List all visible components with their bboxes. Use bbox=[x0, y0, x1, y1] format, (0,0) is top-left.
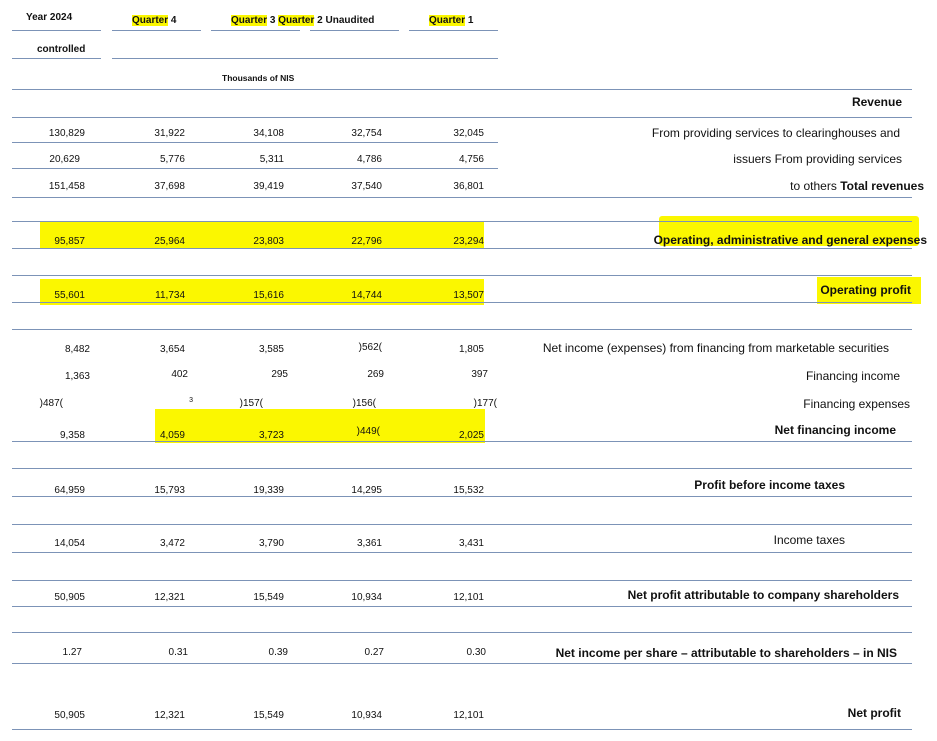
controlled-header: controlled bbox=[37, 44, 86, 55]
quarter4-header bbox=[132, 15, 176, 26]
cell-q1: 397 bbox=[471, 369, 488, 380]
cell-q3: 23,803 bbox=[253, 236, 284, 247]
row-label-revenue: Revenue bbox=[851, 95, 902, 109]
row-rule bbox=[12, 89, 912, 90]
cell-q3: 3,585 bbox=[258, 344, 284, 355]
header-rule bbox=[310, 30, 399, 31]
row-rule bbox=[12, 552, 912, 553]
row-label-total-revenues bbox=[790, 179, 924, 193]
row-label-financing-expenses: Financing expenses bbox=[803, 397, 910, 411]
cell-q4: 12,321 bbox=[154, 710, 185, 721]
cell-q2: 10,934 bbox=[351, 592, 382, 603]
row-rule bbox=[12, 729, 912, 730]
cell-q3: 0.39 bbox=[268, 647, 288, 658]
row-rule bbox=[12, 441, 912, 442]
row-label-financing-income: Financing income bbox=[805, 369, 900, 383]
row-rule bbox=[12, 580, 912, 581]
cell-q1: )177( bbox=[473, 398, 497, 409]
row-rule bbox=[12, 468, 912, 469]
cell-q3: 19,339 bbox=[253, 485, 284, 496]
row-label-to-others: to others bbox=[790, 179, 841, 193]
quarter4-number: 4 bbox=[168, 15, 177, 26]
cell-q3: 295 bbox=[271, 369, 288, 380]
cell-q2: )562( bbox=[358, 342, 382, 353]
cell-year: 130,829 bbox=[48, 128, 85, 139]
cell-q2: 14,744 bbox=[351, 290, 382, 301]
row-rule bbox=[12, 117, 912, 118]
row-rule bbox=[12, 221, 912, 222]
row-label-services-issuers: issuers From providing services bbox=[733, 152, 902, 166]
cell-year: 14,054 bbox=[54, 538, 85, 549]
cell-q3: 34,108 bbox=[253, 128, 284, 139]
cell-year: 50,905 bbox=[54, 710, 85, 721]
row-rule bbox=[12, 329, 912, 330]
quarter1-number: 1 bbox=[465, 15, 474, 26]
quarter3-quarter2-header bbox=[231, 15, 374, 26]
row-rule bbox=[12, 524, 912, 525]
header-rule bbox=[112, 30, 201, 31]
cell-q4: 31,922 bbox=[154, 128, 185, 139]
year-header: Year 2024 bbox=[26, 12, 73, 23]
cell-q1: 0.30 bbox=[466, 647, 486, 658]
cell-q1: 2,025 bbox=[458, 430, 484, 441]
quarter2-word: Quarter bbox=[278, 15, 315, 26]
cell-q1: 4,756 bbox=[458, 154, 484, 165]
row-label-net-financing-income: Net financing income bbox=[774, 423, 896, 437]
cell-q4: 402 bbox=[171, 369, 188, 380]
cell-q1: 12,101 bbox=[453, 592, 484, 603]
cell-q3: 5,311 bbox=[259, 154, 284, 165]
cell-year: 20,629 bbox=[49, 154, 80, 165]
row-rule bbox=[12, 142, 498, 143]
quarter4-word: Quarter bbox=[132, 15, 169, 26]
cell-q2: 14,295 bbox=[351, 485, 382, 496]
cell-year: )487( bbox=[39, 398, 63, 409]
row-rule bbox=[12, 302, 912, 303]
cell-q2: 269 bbox=[367, 369, 384, 380]
cell-q3: 15,549 bbox=[253, 710, 284, 721]
cell-q1: 1,805 bbox=[458, 344, 484, 355]
cell-q1: 23,294 bbox=[453, 236, 484, 247]
quarter3-word: Quarter bbox=[231, 15, 268, 26]
quarter1-word: Quarter bbox=[429, 15, 466, 26]
cell-year: 9,358 bbox=[59, 430, 85, 441]
cell-q4: 0.31 bbox=[168, 647, 188, 658]
cell-year: 64,959 bbox=[54, 485, 85, 496]
cell-q2: 3,361 bbox=[356, 538, 382, 549]
units-label: Thousands of NIS bbox=[222, 73, 295, 83]
row-label-operating-profit: Operating profit bbox=[820, 283, 911, 297]
quarter3-number: 3 bbox=[267, 15, 279, 26]
cell-q1: 15,532 bbox=[453, 485, 484, 496]
cell-q4: 37,698 bbox=[154, 181, 185, 192]
row-rule bbox=[12, 197, 912, 198]
cell-q3: )157( bbox=[239, 398, 263, 409]
cell-q4: 15,793 bbox=[154, 485, 185, 496]
cell-q1: 3,431 bbox=[458, 538, 484, 549]
row-rule bbox=[12, 168, 498, 169]
row-label-eps: Net income per share – attributable to shareholders – in NIS bbox=[555, 646, 897, 660]
row-label-operating-expenses: Operating, administrative and general expenses bbox=[653, 233, 927, 247]
cell-q4: 12,321 bbox=[154, 592, 185, 603]
cell-q3: 15,549 bbox=[253, 592, 284, 603]
cell-year: 151,458 bbox=[48, 181, 85, 192]
cell-q3: 15,616 bbox=[253, 290, 284, 301]
row-label-services-clearinghouses: From providing services to clearinghouses and bbox=[651, 126, 900, 140]
row-rule bbox=[12, 663, 912, 664]
row-label-net-profit: Net profit bbox=[847, 706, 901, 720]
header-rule bbox=[12, 58, 101, 59]
quarter2-rest: 2 Unaudited bbox=[314, 15, 375, 26]
cell-q2: 4,786 bbox=[356, 154, 382, 165]
header-rule bbox=[211, 30, 300, 31]
cell-q2: 22,796 bbox=[351, 236, 382, 247]
quarter1-header bbox=[429, 15, 473, 26]
row-label-profit-before-taxes: Profit before income taxes bbox=[694, 478, 845, 492]
row-rule bbox=[12, 496, 912, 497]
cell-q4: 4,059 bbox=[159, 430, 185, 441]
cell-q3: 39,419 bbox=[253, 181, 284, 192]
row-rule bbox=[12, 275, 912, 276]
cell-q4: 5,776 bbox=[159, 154, 185, 165]
header-rule bbox=[112, 58, 498, 59]
row-label-total-revenues-bold: Total revenues bbox=[840, 179, 924, 193]
cell-q2: )156( bbox=[352, 398, 376, 409]
row-rule bbox=[12, 606, 912, 607]
row-rule bbox=[12, 248, 912, 249]
cell-q2: 0.27 bbox=[364, 647, 384, 658]
cell-year: 50,905 bbox=[54, 592, 85, 603]
cell-q1: 13,507 bbox=[453, 290, 484, 301]
cell-q4: 25,964 bbox=[154, 236, 185, 247]
header-rule bbox=[409, 30, 498, 31]
cell-q1: 36,801 bbox=[453, 181, 484, 192]
row-rule bbox=[12, 632, 912, 633]
cell-q2: 32,754 bbox=[351, 128, 382, 139]
cell-q2: 10,934 bbox=[351, 710, 382, 721]
cell-q4: 3 bbox=[189, 397, 193, 404]
cell-q1: 12,101 bbox=[453, 710, 484, 721]
cell-q2: )449( bbox=[356, 426, 380, 437]
cell-q3: 3,790 bbox=[258, 538, 284, 549]
cell-q1: 32,045 bbox=[453, 128, 484, 139]
row-label-financing-securities: Net income (expenses) from financing from marketable securities bbox=[542, 341, 889, 355]
cell-year: 1,363 bbox=[64, 371, 90, 382]
cell-year: 55,601 bbox=[54, 290, 85, 301]
cell-q4: 3,472 bbox=[159, 538, 185, 549]
cell-year: 95,857 bbox=[54, 236, 85, 247]
cell-q4: 3,654 bbox=[159, 344, 185, 355]
cell-year: 8,482 bbox=[64, 344, 90, 355]
cell-year: 1.27 bbox=[62, 647, 82, 658]
cell-q2: 37,540 bbox=[351, 181, 382, 192]
header-rule bbox=[12, 30, 101, 31]
cell-q3: 3,723 bbox=[258, 430, 284, 441]
cell-q4: 11,734 bbox=[155, 290, 185, 301]
row-label-net-profit-shareholders: Net profit attributable to company shareholders bbox=[627, 588, 899, 602]
row-label-income-taxes: Income taxes bbox=[773, 533, 845, 547]
